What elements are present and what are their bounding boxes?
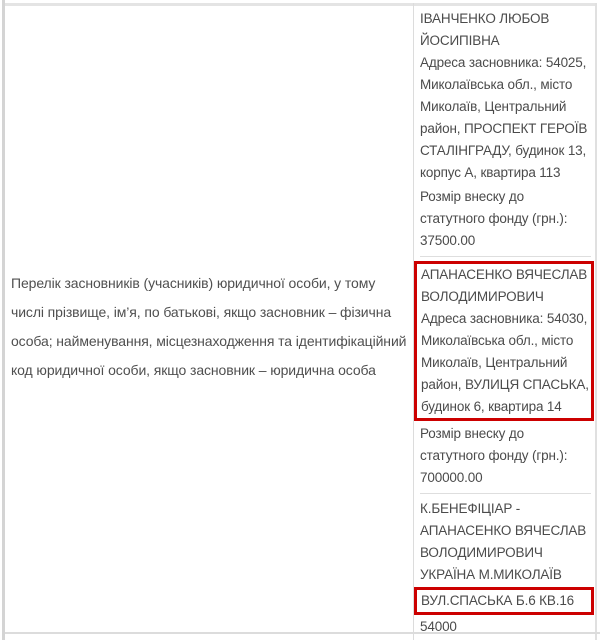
entry-divider xyxy=(420,493,591,494)
founders-label-text: Перелік засновників (учасників) юридичної особи, у тому числі прізвище, ім’я, по батькові, якщо засновник – фізична особа; найменування, місцезнаходження та ідентифікаційний код юридичної особи, якщо засновник – юридична особа xyxy=(11,275,407,378)
founder-address xyxy=(420,52,591,184)
contribution-value: 700000.00 xyxy=(420,470,483,485)
table-right-border xyxy=(595,3,597,640)
founder-highlight-box xyxy=(414,261,594,421)
beneficiary-street: ВУЛ.СПАСЬКА Б.6 КВ.16 xyxy=(421,593,575,608)
founders-value-cell xyxy=(414,6,595,638)
beneficiary-name: К.БЕНЕФІЦІАР - АПАНАСЕНКО ВЯЧЕСЛАВ ВОЛОДИМИРОВИЧ xyxy=(420,501,587,560)
beneficiary-location: УКРАЇНА М.МИКОЛАЇВ xyxy=(420,567,562,582)
beneficiary-street-highlight-box xyxy=(414,587,594,615)
founder-name: ІВАНЧЕНКО ЛЮБОВ ЙОСИПІВНА xyxy=(420,11,550,48)
founder-address-value: 54030, Миколаївська обл., місто Миколаїв, Центральний район, ВУЛИЦЯ СПАСЬКА, будинок 6, квартира 14 xyxy=(421,311,589,414)
founder-entry xyxy=(420,261,591,489)
founder-address-label: Адреса засновника: xyxy=(421,311,544,326)
contribution-value: 37500.00 xyxy=(420,233,476,248)
contribution-label: Розмір внеску до статутного фонду (грн.): xyxy=(420,189,568,226)
founders-label-cell xyxy=(6,6,411,630)
founder-address-label: Адреса засновника: xyxy=(420,55,543,70)
contribution-label: Розмір внеску до статутного фонду (грн.): xyxy=(420,426,568,463)
entry-divider xyxy=(420,256,591,257)
founder-address xyxy=(421,308,591,418)
table-left-border xyxy=(2,0,5,640)
founder-name: АПАНАСЕНКО ВЯЧЕСЛАВ ВОЛОДИМИРОВИЧ xyxy=(421,267,588,304)
beneficiary-postal-code: 54000 xyxy=(420,619,457,634)
beneficiary-entry xyxy=(420,498,591,638)
founder-entry xyxy=(420,8,591,252)
founder-address-value: 54025, Миколаївська обл., місто Миколаїв, Центральний район, ПРОСПЕКТ ГЕРОЇВ СТАЛІНГРАДУ, будинок 13, корпус А, квартира 113 xyxy=(420,55,588,180)
